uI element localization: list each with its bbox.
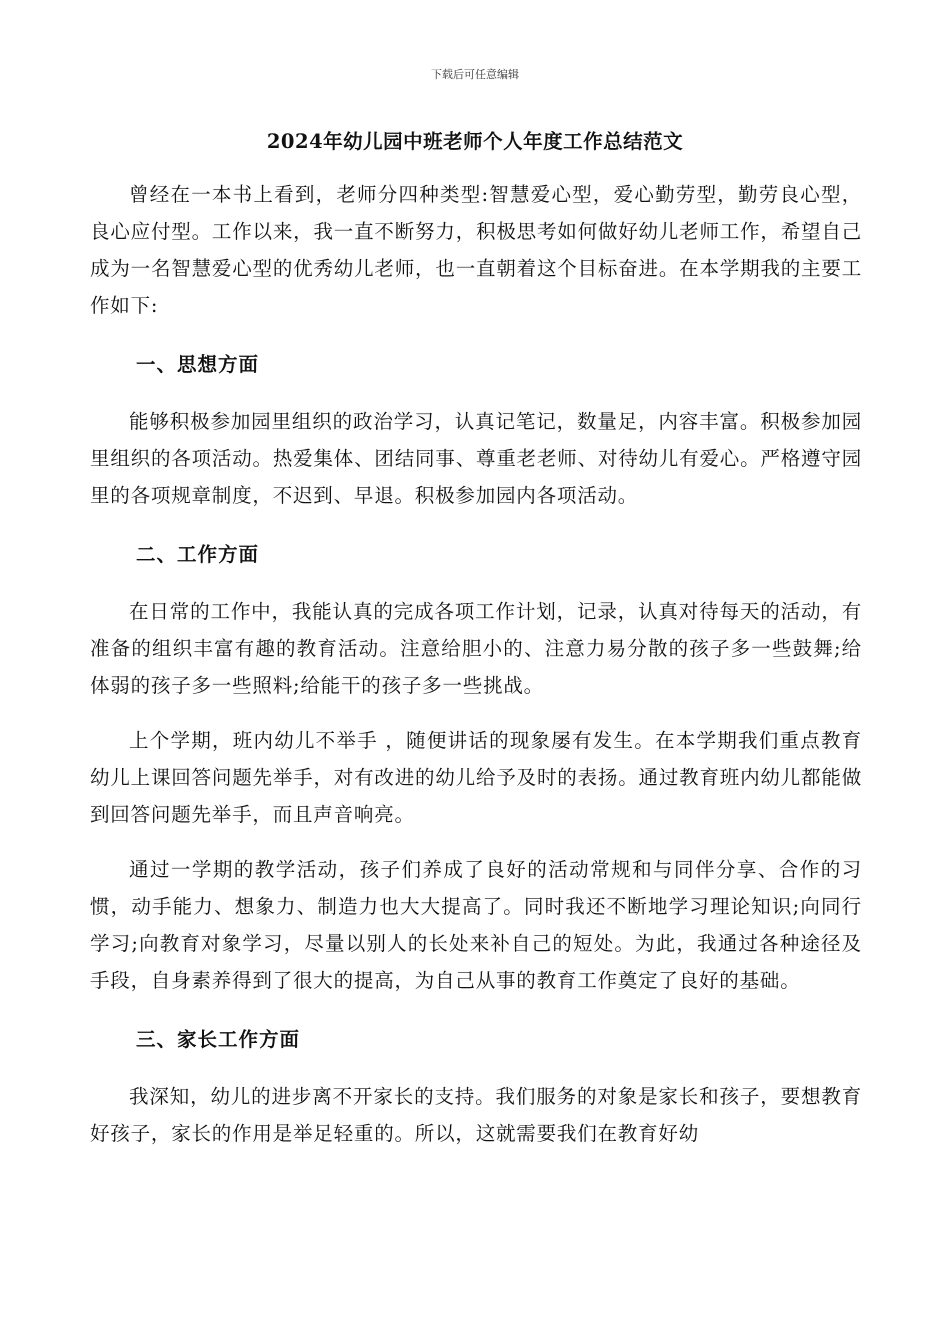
section-heading-thought: 一、思想方面 bbox=[136, 353, 260, 376]
paragraph-work-daily: 在日常的工作中，我能认真的完成各项工作计划，记录，认真对待每天的活动，有准备的组织丰富有趣的教育活动。注意给胆小的、注意力易分散的孩子多一些鼓舞;给体弱的孩子多一些照料;给能干的孩子多一些挑战。 bbox=[90, 600, 862, 697]
paragraph-thought: 能够积极参加园里组织的政治学习，认真记笔记，数量足，内容丰富。积极参加园里组织的各项活动。热爱集体、团结同事、尊重老老师、对待幼儿有爱心。严格遵守园里的各项规章制度，不迟到、早退。积极参加园内各项活动。 bbox=[90, 410, 862, 507]
section-heading-parents: 三、家长工作方面 bbox=[136, 1028, 301, 1051]
paragraph-work-learning: 通过一学期的教学活动，孩子们养成了良好的活动常规和与同伴分享、合作的习惯，动手能力、想象力、制造力也大大提高了。同时我还不断地学习理论知识;向同行学习;向教育对象学习，尽量以别人的长处来补自己的短处。为此，我通过各种途径及手段，自身素养得到了很大的提高，为自己从事的教育工作奠定了良好的基础。 bbox=[90, 858, 862, 992]
document-body bbox=[90, 176, 862, 1170]
paragraph-work-hands: 上个学期，班内幼儿不举手 ，随便讲话的现象屡有发生。在本学期我们重点教育幼儿上课回答问题先举手，对有改进的幼儿给予及时的表扬。通过教育班内幼儿都能做到回答问题先举手，而且声音响亮。 bbox=[90, 729, 862, 826]
section-heading-work: 二、工作方面 bbox=[136, 543, 260, 566]
paragraph-parents: 我深知，幼儿的进步离不开家长的支持。我们服务的对象是家长和孩子，要想教育好孩子，家长的作用是举足轻重的。所以，这就需要我们在教育好幼 bbox=[90, 1085, 862, 1145]
document-title: 2024年幼儿园中班老师个人年度工作总结范文 bbox=[266, 130, 684, 153]
header-note: 下载后可任意编辑 bbox=[431, 68, 519, 81]
paragraph-intro: 曾经在一本书上看到，老师分四种类型:智慧爱心型，爱心勤劳型，勤劳良心型，良心应付型。工作以来，我一直不断努力，积极思考如何做好幼儿老师工作，希望自己成为一名智慧爱心型的优秀幼儿老师，也一直朝着这个目标奋进。在本学期我的主要工作如下: bbox=[90, 183, 862, 317]
